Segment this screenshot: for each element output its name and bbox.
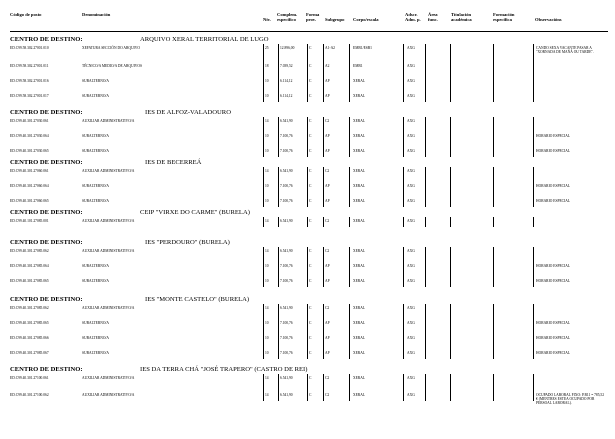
column-rule <box>278 374 279 401</box>
cell-corpo: XERAL <box>353 219 365 223</box>
cell-denominacion: AUXILIAR ADMINISTRATIVO/A <box>82 219 135 223</box>
cell-nivel: 10 <box>265 279 269 283</box>
cell-observacions: HORARIO ESPECIAL <box>536 279 571 283</box>
cell-subgrupo: C2 <box>325 393 330 397</box>
cell-complemento: 7.100,76 <box>280 279 293 283</box>
cell-denominacion: SUBALTERNO/A <box>82 279 110 283</box>
cell-adscr: AXG <box>407 46 415 50</box>
cell-subgrupo: C2 <box>325 249 330 253</box>
cell-codigo: ED.C99.40.301.27030.064 <box>10 134 49 138</box>
column-rule <box>323 44 324 102</box>
cell-codigo: ED.C99.58.302.27001.017 <box>10 94 49 98</box>
cell-codigo: ED.C99.58.302.27001.011 <box>10 64 49 68</box>
column-rule <box>450 217 451 227</box>
column-rule <box>450 304 451 359</box>
column-rule <box>493 247 494 287</box>
cell-codigo: ED.C99.40.301.27100.061 <box>10 376 49 380</box>
cell-nivel: 14 <box>265 393 269 397</box>
column-rule <box>493 167 494 207</box>
cell-corpo: XERAL <box>353 393 365 397</box>
column-rule <box>533 374 534 401</box>
column-rule <box>307 44 308 102</box>
cell-corpo: XERAL <box>353 94 365 98</box>
cell-nivel: 25 <box>265 46 269 50</box>
column-rule <box>403 374 404 401</box>
section-center-name: ARQUIVO XERAL TERRITORIAL DE LUGO <box>140 36 269 43</box>
column-rule <box>450 117 451 157</box>
column-rule <box>450 247 451 287</box>
cell-codigo: ED.C99.40.301.27085.065 <box>10 321 49 325</box>
header-divider <box>10 31 608 32</box>
cell-denominacion: TÉCNICO/A MEDIO/A DE ARQUIVOS <box>82 64 142 68</box>
cell-adscr: AXG <box>407 249 415 253</box>
cell-subgrupo: AP <box>325 279 330 283</box>
cell-forma: C <box>309 169 312 173</box>
section-label: CENTRO DE DESTINO: <box>10 239 83 246</box>
column-rule <box>425 217 426 227</box>
cell-observacions: OCUPADO LABORAL FIXO: P.B11 = 785,52 € (MENTRES ESTEA OCUPADO POR PERSOAL LABORAL). <box>536 393 605 406</box>
cell-complemento: 6.114,12 <box>280 79 293 83</box>
cell-adscr: AXG <box>407 336 415 340</box>
column-rule <box>450 374 451 401</box>
cell-adscr: AXG <box>407 184 415 188</box>
cell-forma: C <box>309 351 312 355</box>
cell-adscr: AXG <box>407 351 415 355</box>
cell-forma: C <box>309 249 312 253</box>
column-rule <box>323 247 324 287</box>
column-rule <box>323 374 324 401</box>
cell-complemento: 6.114,12 <box>280 94 293 98</box>
cell-codigo: ED.C99.40.301.27085.067 <box>10 351 49 355</box>
section-label: CENTRO DE DESTINO: <box>10 296 83 303</box>
cell-adscr: AXG <box>407 306 415 310</box>
header-nivel: Nív. <box>263 17 271 22</box>
cell-codigo: ED.C99.40.301.27085.062 <box>10 249 49 253</box>
cell-subgrupo: C2 <box>325 306 330 310</box>
cell-adscr: AXG <box>407 264 415 268</box>
column-rule <box>307 167 308 207</box>
cell-corpo: XERAL <box>353 336 365 340</box>
column-rule <box>425 117 426 157</box>
cell-nivel: 14 <box>265 219 269 223</box>
cell-nivel: 10 <box>265 149 269 153</box>
column-rule <box>323 117 324 157</box>
column-rule <box>403 44 404 102</box>
cell-forma: C <box>309 149 312 153</box>
column-rule <box>403 117 404 157</box>
column-rule <box>349 44 350 102</box>
cell-codigo: ED.C99.40.301.27060.064 <box>10 184 49 188</box>
cell-forma: C <box>309 321 312 325</box>
column-rule <box>307 304 308 359</box>
cell-adscr: AXG <box>407 376 415 380</box>
column-rule <box>278 304 279 359</box>
column-rule <box>493 117 494 157</box>
column-rule <box>263 247 264 287</box>
cell-denominacion: SUBALTERNO/A <box>82 94 110 98</box>
cell-denominacion: SUBALTERNO/A <box>82 149 110 153</box>
column-rule <box>349 304 350 359</box>
cell-complemento: 7.100,76 <box>280 336 293 340</box>
cell-forma: C <box>309 94 312 98</box>
cell-observacions: HORARIO ESPECIAL <box>536 264 571 268</box>
cell-adscr: AXG <box>407 279 415 283</box>
cell-adscr: AXG <box>407 94 415 98</box>
cell-denominacion: XEFATURA SECCIÓN DO ARQUIVO <box>82 46 140 50</box>
cell-denominacion: SUBALTERNO/A <box>82 134 110 138</box>
column-rule <box>307 247 308 287</box>
column-rule <box>349 374 350 401</box>
cell-forma: C <box>309 79 312 83</box>
cell-complemento: 7.100,76 <box>280 149 293 153</box>
column-rule <box>307 217 308 227</box>
section-label: CENTRO DE DESTINO: <box>10 366 83 373</box>
cell-denominacion: AUXILIAR ADMINISTRATIVO/A <box>82 306 135 310</box>
cell-complemento: 6.541,90 <box>280 119 293 123</box>
cell-corpo: XERAL <box>353 119 365 123</box>
cell-codigo: ED.C99.40.301.27085.066 <box>10 336 49 340</box>
cell-complemento: 6.541,90 <box>280 249 293 253</box>
column-rule <box>263 374 264 401</box>
cell-denominacion: SUBALTERNO/A <box>82 351 110 355</box>
cell-complemento: 6.541,90 <box>280 169 293 173</box>
cell-nivel: 10 <box>265 134 269 138</box>
cell-denominacion: AUXILIAR ADMINISTRATIVO/A <box>82 119 135 123</box>
column-rule <box>278 117 279 157</box>
column-rule <box>493 374 494 401</box>
cell-codigo: ED.C99.40.101.27085.001 <box>10 219 49 223</box>
column-rule <box>533 117 534 157</box>
cell-denominacion: AUXILIAR ADMINISTRATIVO/A <box>82 393 135 397</box>
column-rule <box>349 117 350 157</box>
cell-codigo: ED.C99.40.301.27085.064 <box>10 264 49 268</box>
cell-nivel: 14 <box>265 376 269 380</box>
column-rule <box>307 117 308 157</box>
cell-observacions: HORARIO ESPECIAL <box>536 199 571 203</box>
cell-nivel: 14 <box>265 169 269 173</box>
header-codigo: Código de posto <box>10 12 42 17</box>
column-rule <box>278 217 279 227</box>
column-rule <box>425 304 426 359</box>
header-subgrupo: Subgrupo <box>325 17 345 22</box>
column-rule <box>263 117 264 157</box>
cell-subgrupo: A1-A2 <box>325 46 335 50</box>
cell-nivel: 10 <box>265 79 269 83</box>
cell-codigo: ED.C99.40.301.27060.061 <box>10 169 49 173</box>
cell-adscr: AXG <box>407 199 415 203</box>
cell-denominacion: SUBALTERNO/A <box>82 184 110 188</box>
column-rule <box>278 167 279 207</box>
column-rule <box>425 167 426 207</box>
cell-forma: C <box>309 336 312 340</box>
cell-nivel: 10 <box>265 184 269 188</box>
cell-forma: C <box>309 199 312 203</box>
cell-adscr: AXG <box>407 219 415 223</box>
cell-subgrupo: C2 <box>325 169 330 173</box>
section-label: CENTRO DE DESTINO: <box>10 209 83 216</box>
column-rule <box>493 44 494 102</box>
column-rule <box>278 247 279 287</box>
section-label: CENTRO DE DESTINO: <box>10 36 83 43</box>
section-center-name: IES "MONTE CASTELO" (BURELA) <box>145 296 250 303</box>
cell-corpo: XERAL <box>353 351 365 355</box>
cell-observacions: HORARIO ESPECIAL <box>536 149 571 153</box>
section-center-name: IES "PERDOURO" (BURELA) <box>145 239 230 246</box>
header-titulacion: Titulación académica <box>451 12 472 23</box>
column-rule <box>533 304 534 359</box>
cell-subgrupo: AP <box>325 149 330 153</box>
cell-corpo: XERAL <box>353 249 365 253</box>
header-denominacion: Denominación <box>82 12 111 17</box>
cell-codigo: ED.C99.40.301.27085.062 <box>10 306 49 310</box>
cell-observacions: HORARIO ESPECIAL <box>536 321 571 325</box>
cell-forma: C <box>309 184 312 188</box>
cell-nivel: 18 <box>265 64 269 68</box>
column-rule <box>349 217 350 227</box>
header-forma: Forma prov. <box>306 12 320 23</box>
cell-subgrupo: AP <box>325 351 330 355</box>
column-rule <box>403 167 404 207</box>
column-rule <box>263 304 264 359</box>
cell-corpo: XERAL <box>353 149 365 153</box>
column-rule <box>323 304 324 359</box>
cell-subgrupo: AP <box>325 321 330 325</box>
column-rule <box>278 44 279 102</box>
header-observacions: Observacións <box>535 17 562 22</box>
column-rule <box>425 247 426 287</box>
cell-subgrupo: AP <box>325 79 330 83</box>
cell-complemento: 6.541,90 <box>280 376 293 380</box>
cell-complemento: 7.100,76 <box>280 264 293 268</box>
column-rule <box>323 217 324 227</box>
cell-nivel: 10 <box>265 351 269 355</box>
cell-nivel: 14 <box>265 249 269 253</box>
cell-nivel: 14 <box>265 306 269 310</box>
column-rule <box>307 374 308 401</box>
cell-subgrupo: AP <box>325 94 330 98</box>
cell-subgrupo: AP <box>325 134 330 138</box>
cell-codigo: ED.C99.40.301.27100.062 <box>10 393 49 397</box>
cell-denominacion: SUBALTERNO/A <box>82 336 110 340</box>
cell-denominacion: AUXILIAR ADMINISTRATIVO/A <box>82 169 135 173</box>
column-rule <box>263 167 264 207</box>
cell-complemento: 7.100,76 <box>280 321 293 325</box>
cell-complemento: 7.100,76 <box>280 351 293 355</box>
cell-nivel: 10 <box>265 321 269 325</box>
cell-complemento: 6.541,90 <box>280 219 293 223</box>
section-label: CENTRO DE DESTINO: <box>10 159 83 166</box>
section-center-name: IES DE BECERREÁ <box>145 159 202 166</box>
cell-adscr: AXG <box>407 169 415 173</box>
cell-adscr: AXG <box>407 393 415 397</box>
cell-denominacion: AUXILIAR ADMINISTRATIVO/A <box>82 249 135 253</box>
column-rule <box>403 217 404 227</box>
cell-forma: C <box>309 376 312 380</box>
column-rule <box>493 304 494 359</box>
cell-corpo: EMB1 <box>353 64 363 68</box>
cell-denominacion: SUBALTERNO/A <box>82 79 110 83</box>
cell-subgrupo: C2 <box>325 376 330 380</box>
cell-adscr: AXG <box>407 119 415 123</box>
column-rule <box>450 167 451 207</box>
column-rule <box>533 167 534 207</box>
cell-observacions: HORARIO ESPECIAL <box>536 351 571 355</box>
header-corpo: Corpo/escala <box>353 17 379 22</box>
cell-nivel: 10 <box>265 264 269 268</box>
cell-forma: C <box>309 46 312 50</box>
cell-complemento: 7.100,76 <box>280 199 293 203</box>
cell-nivel: 10 <box>265 336 269 340</box>
cell-codigo: ED.C99.40.301.27030.065 <box>10 149 49 153</box>
cell-corpo: XERAL <box>353 306 365 310</box>
cell-observacions: HORARIO ESPECIAL <box>536 336 571 340</box>
cell-denominacion: SUBALTERNO/A <box>82 264 110 268</box>
cell-codigo: ED.C99.58.302.27001.016 <box>10 79 49 83</box>
cell-denominacion: AUXILIAR ADMINISTRATIVO/A <box>82 376 135 380</box>
cell-adscr: AXG <box>407 134 415 138</box>
column-rule <box>349 167 350 207</box>
column-rule <box>450 44 451 102</box>
cell-adscr: AXG <box>407 64 415 68</box>
section-center-name: IES DE ALFOZ-VALADOURO <box>145 109 231 116</box>
column-rule <box>493 217 494 227</box>
column-rule <box>425 374 426 401</box>
cell-forma: C <box>309 393 312 397</box>
cell-subgrupo: AP <box>325 336 330 340</box>
cell-corpo: XERAL <box>353 79 365 83</box>
cell-corpo: XERAL <box>353 134 365 138</box>
cell-denominacion: SUBALTERNO/A <box>82 199 110 203</box>
column-rule <box>425 44 426 102</box>
cell-subgrupo: AP <box>325 199 330 203</box>
column-rule <box>349 247 350 287</box>
cell-corpo: XERAL <box>353 321 365 325</box>
cell-complemento: 12.896,00 <box>280 46 295 50</box>
cell-complemento: 6.541,90 <box>280 306 293 310</box>
column-rule <box>533 217 534 227</box>
header-adscr: Adscr. Adm. p. <box>405 12 421 23</box>
cell-codigo: ED.C99.40.301.27085.065 <box>10 279 49 283</box>
cell-subgrupo: A2 <box>325 64 330 68</box>
cell-forma: C <box>309 264 312 268</box>
cell-adscr: AXG <box>407 321 415 325</box>
cell-complemento: 7.100,76 <box>280 184 293 188</box>
cell-nivel: 10 <box>265 94 269 98</box>
cell-forma: C <box>309 64 312 68</box>
cell-adscr: AXG <box>407 79 415 83</box>
cell-observacions: HORARIO ESPECIAL <box>536 134 571 138</box>
column-rule <box>533 247 534 287</box>
cell-codigo: ED.C99.40.301.27030.061 <box>10 119 49 123</box>
header-area: Área func. <box>428 12 438 23</box>
column-rule <box>403 304 404 359</box>
cell-forma: C <box>309 119 312 123</box>
cell-subgrupo: C2 <box>325 219 330 223</box>
cell-nivel: 14 <box>265 119 269 123</box>
cell-nivel: 10 <box>265 199 269 203</box>
cell-observacions: CANDO SEXA VACANTE PASAR A "XORNADA DE MAÑÁ OU TARDE". <box>536 46 594 55</box>
section-label: CENTRO DE DESTINO: <box>10 109 83 116</box>
cell-forma: C <box>309 306 312 310</box>
header-complemento: Complem. específico <box>277 12 298 23</box>
cell-complemento: 6.541,90 <box>280 393 293 397</box>
cell-corpo: XERAL <box>353 376 365 380</box>
header-formacion: Formación específica <box>493 12 515 23</box>
cell-denominacion: SUBALTERNO/A <box>82 321 110 325</box>
cell-corpo: XERAL <box>353 264 365 268</box>
cell-forma: C <box>309 134 312 138</box>
cell-corpo: EMB1/ESB1 <box>353 46 372 50</box>
cell-corpo: XERAL <box>353 279 365 283</box>
cell-forma: C <box>309 219 312 223</box>
section-center-name: IES DA TERRA CHÁ "JOSÉ TRAPERO" (CASTRO DE REI) <box>140 366 308 373</box>
cell-codigo: ED.C99.40.301.27060.065 <box>10 199 49 203</box>
cell-corpo: XERAL <box>353 184 365 188</box>
cell-subgrupo: AP <box>325 264 330 268</box>
section-center-name: CEIP "VIRXE DO CARME" (BURELA) <box>140 209 250 216</box>
column-rule <box>533 44 534 102</box>
column-rule <box>403 247 404 287</box>
cell-complemento: 7.100,76 <box>280 134 293 138</box>
cell-adscr: AXG <box>407 149 415 153</box>
cell-complemento: 7.039,52 <box>280 64 293 68</box>
cell-forma: C <box>309 279 312 283</box>
cell-corpo: XERAL <box>353 199 365 203</box>
cell-observacions: HORARIO ESPECIAL <box>536 184 571 188</box>
cell-corpo: XERAL <box>353 169 365 173</box>
column-rule <box>263 217 264 227</box>
column-rule <box>263 44 264 102</box>
column-rule <box>323 167 324 207</box>
cell-subgrupo: C2 <box>325 119 330 123</box>
cell-codigo: ED.C99.58.302.27001.010 <box>10 46 49 50</box>
cell-subgrupo: AP <box>325 184 330 188</box>
